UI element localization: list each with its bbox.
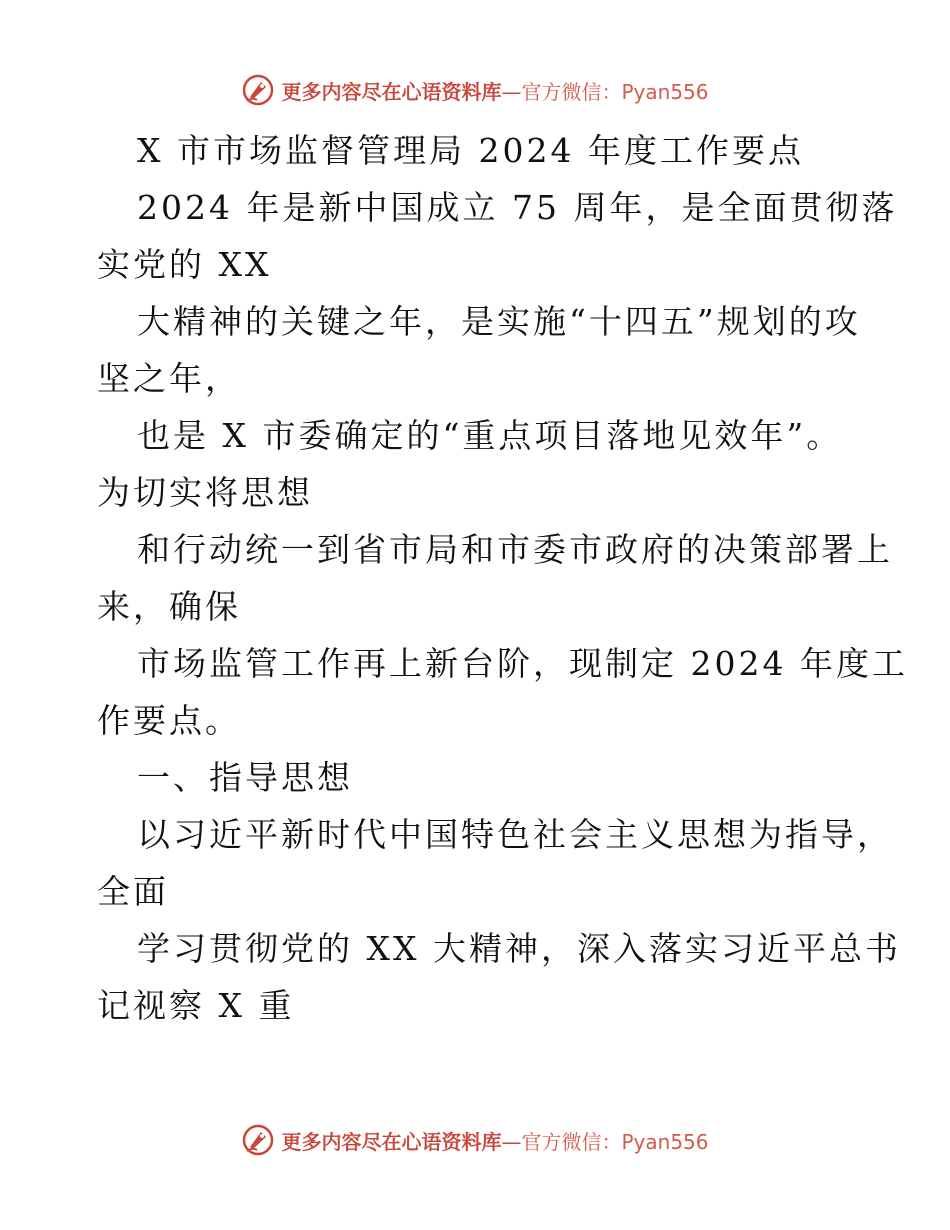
paragraph-line: 为切实将思想 [97,473,313,512]
paragraph-line: 以习近平新时代中国特色社会主义思想为指导， [137,815,893,854]
paragraph-line: 学习贯彻党的 XX 大精神，深入落实习近平总书 [137,929,901,968]
document-body [97,122,908,1034]
paragraph-line: 坚之年， [97,359,241,398]
paragraph-line: 来，确保 [97,587,241,626]
watermark-site: 更多内容尽在心语资料库 [281,79,502,104]
pen-nib-logo-icon [241,73,275,107]
paragraph-line: 市场监管工作再上新台阶，现制定 2024 年度工 [137,644,908,683]
watermark-wechat-label: 官方微信： [521,79,622,104]
watermark-text [281,1126,708,1155]
paragraph-line: 2024 年是新中国成立 75 周年，是全面贯彻落 [137,188,898,227]
paragraph-line: 全面 [97,872,169,911]
watermark-wechat-label: 官方微信： [521,1129,622,1154]
paragraph-line: 也是 X 市委确定的“重点项目落地见效年”。 [137,416,843,455]
footer-watermark [0,1120,950,1160]
header-watermark [0,70,950,110]
watermark-text [281,76,708,105]
watermark-site: 更多内容尽在心语资料库 [281,1129,502,1154]
section-heading: 一、指导思想 [137,758,353,797]
paragraph-line: 实党的 XX [97,245,272,284]
document-title: X 市市场监督管理局 2024 年度工作要点 [137,131,804,170]
paragraph-line: 作要点。 [97,701,241,740]
watermark-wechat-id: Pyan556 [621,79,709,104]
watermark-dash: — [501,1129,522,1154]
paragraph-line: 和行动统一到省市局和市委市政府的决策部署上 [137,530,893,569]
paragraph-line: 大精神的关键之年，是实施“十四五”规划的攻 [137,302,861,341]
paragraph-line: 记视察 X 重 [97,986,295,1025]
watermark-wechat-id: Pyan556 [621,1129,709,1154]
watermark-dash: — [501,79,522,104]
pen-nib-logo-icon [241,1123,275,1157]
